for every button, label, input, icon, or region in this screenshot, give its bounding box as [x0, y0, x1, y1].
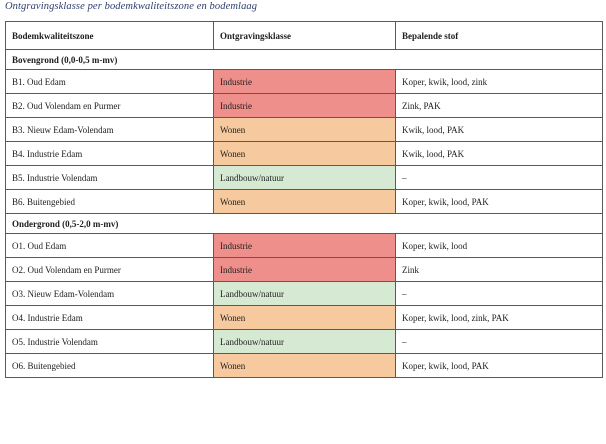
section-row-ondergrond [6, 214, 603, 234]
header-zone: Bodemkwaliteitszone [6, 22, 214, 50]
header-klasse: Ontgravingsklasse [214, 22, 396, 50]
klasse-cell: Industrie [214, 258, 396, 282]
zone-cell: O5. Industrie Volendam [6, 330, 214, 354]
klasse-cell: Wonen [214, 354, 396, 378]
table-row [6, 306, 603, 330]
table-row [6, 70, 603, 94]
soil-quality-table [5, 21, 603, 378]
stof-cell: – [396, 330, 603, 354]
stof-cell: Zink, PAK [396, 94, 603, 118]
header-stof: Bepalende stof [396, 22, 603, 50]
table-row [6, 258, 603, 282]
zone-cell: B3. Nieuw Edam-Volendam [6, 118, 214, 142]
zone-cell: O2. Oud Volendam en Purmer [6, 258, 214, 282]
stof-cell: Kwik, lood, PAK [396, 118, 603, 142]
zone-cell: B2. Oud Volendam en Purmer [6, 94, 214, 118]
table-row [6, 166, 603, 190]
stof-cell: Koper, kwik, lood, PAK [396, 354, 603, 378]
zone-cell: B5. Industrie Volendam [6, 166, 214, 190]
stof-cell: – [396, 282, 603, 306]
zone-cell: B1. Oud Edam [6, 70, 214, 94]
klasse-cell: Industrie [214, 70, 396, 94]
klasse-cell: Landbouw/natuur [214, 330, 396, 354]
zone-cell: B4. Industrie Edam [6, 142, 214, 166]
klasse-cell: Wonen [214, 190, 396, 214]
stof-cell: – [396, 166, 603, 190]
stof-cell: Zink [396, 258, 603, 282]
table-row [6, 94, 603, 118]
zone-cell: O4. Industrie Edam [6, 306, 214, 330]
zone-cell: O1. Oud Edam [6, 234, 214, 258]
table-header-row [6, 22, 603, 50]
stof-cell: Kwik, lood, PAK [396, 142, 603, 166]
zone-cell: O6. Buitengebied [6, 354, 214, 378]
klasse-cell: Industrie [214, 94, 396, 118]
section-title: Bovengrond (0,0-0,5 m-mv) [6, 50, 603, 70]
klasse-cell: Wonen [214, 306, 396, 330]
zone-cell: B6. Buitengebied [6, 190, 214, 214]
stof-cell: Koper, kwik, lood, zink, PAK [396, 306, 603, 330]
table-caption: Ontgravingsklasse per bodemkwaliteitszone en bodemlaag [5, 1, 258, 12]
klasse-cell: Wonen [214, 118, 396, 142]
table-row [6, 354, 603, 378]
table-row [6, 234, 603, 258]
klasse-cell: Landbouw/natuur [214, 282, 396, 306]
klasse-cell: Wonen [214, 142, 396, 166]
klasse-cell: Landbouw/natuur [214, 166, 396, 190]
klasse-cell: Industrie [214, 234, 396, 258]
stof-cell: Koper, kwik, lood, zink [396, 70, 603, 94]
table-row [6, 190, 603, 214]
table-row [6, 282, 603, 306]
table-row [6, 118, 603, 142]
zone-cell: O3. Nieuw Edam-Volendam [6, 282, 214, 306]
table-row [6, 142, 603, 166]
section-row-bovengrond [6, 50, 603, 70]
stof-cell: Koper, kwik, lood [396, 234, 603, 258]
section-title: Ondergrond (0,5-2,0 m-mv) [6, 214, 603, 234]
table-row [6, 330, 603, 354]
stof-cell: Koper, kwik, lood, PAK [396, 190, 603, 214]
